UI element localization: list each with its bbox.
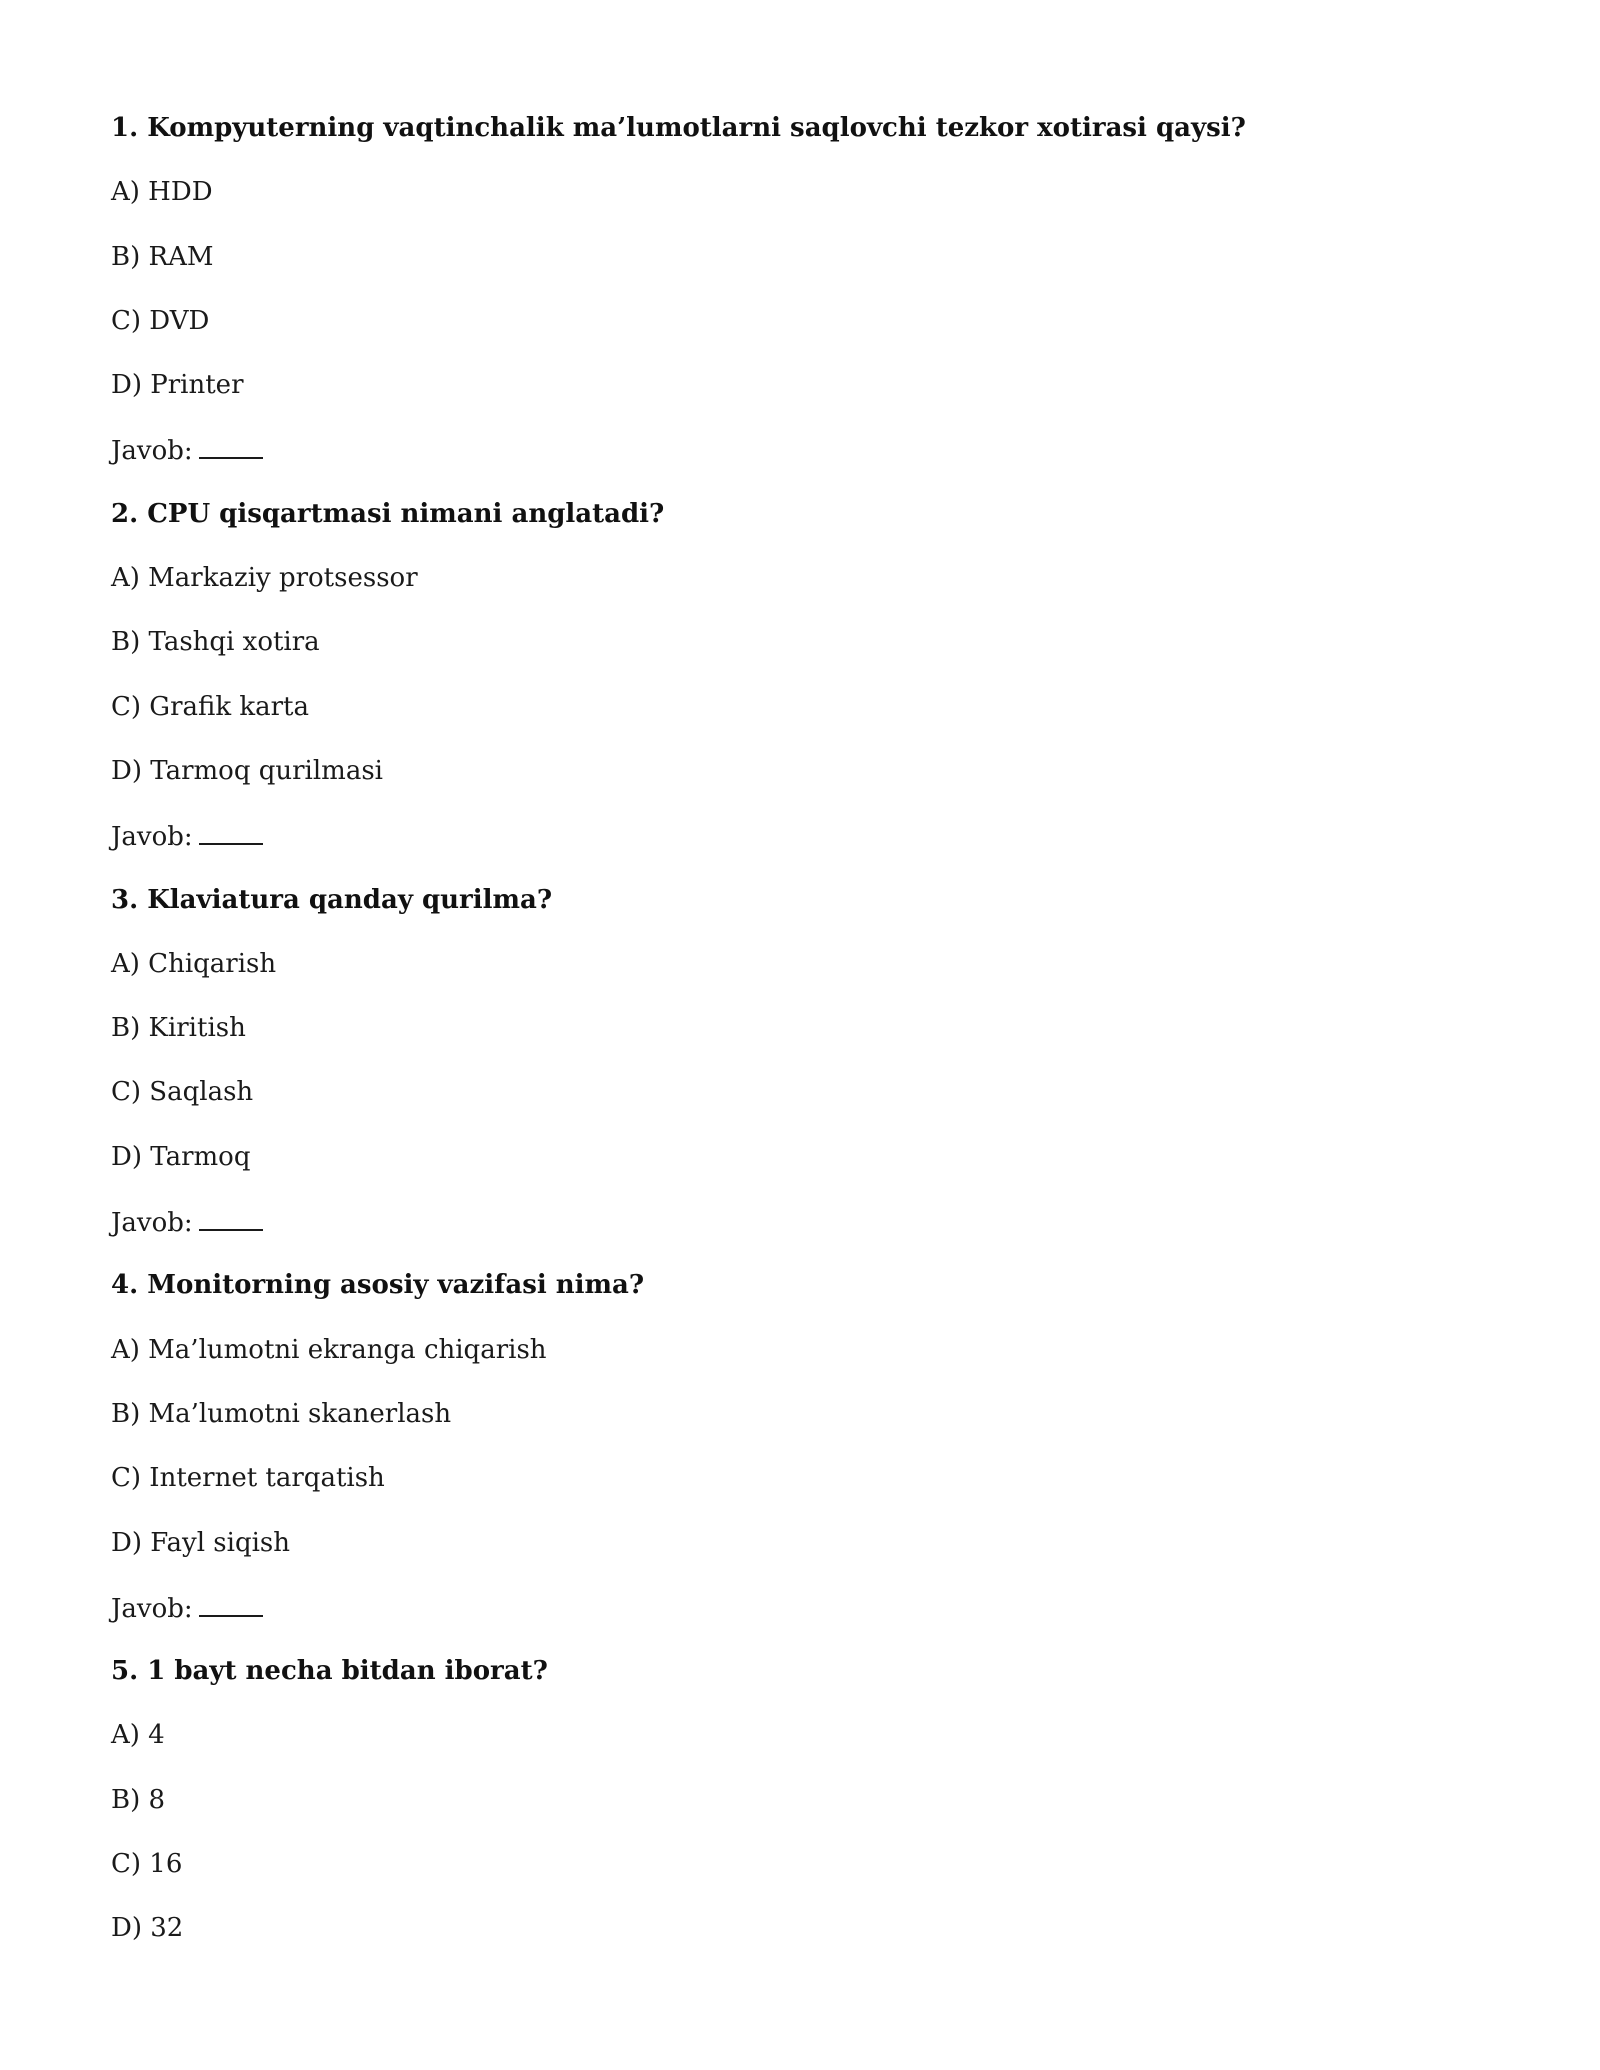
question-2-answer-label: Javob: xyxy=(111,822,193,853)
question-2-option-b: B) Tashqi xotira xyxy=(111,627,320,658)
question-3-answer-blank[interactable] xyxy=(199,1203,263,1231)
question-2-answer-blank[interactable] xyxy=(199,817,263,845)
question-4-option-a: A) Ma’lumotni ekranga chiqarish xyxy=(111,1334,547,1365)
question-2-answer-row xyxy=(111,817,1491,881)
question-2-option-d: D) Tarmoq qurilmasi xyxy=(111,755,383,786)
question-1-answer-row xyxy=(111,431,1491,495)
question-3-answer-label: Javob: xyxy=(111,1208,193,1239)
question-4-option-b: B) Ma’lumotni skanerlash xyxy=(111,1398,452,1429)
question-5-option-c: C) 16 xyxy=(111,1849,183,1880)
question-3-option-a: A) Chiqarish xyxy=(111,948,277,979)
question-2-title: 2. CPU qisqartmasi nimani anglatadi? xyxy=(111,498,665,529)
question-5-option-b: B) 8 xyxy=(111,1784,166,1815)
question-1-answer-label: Javob: xyxy=(111,436,193,467)
question-5-option-a: A) 4 xyxy=(111,1720,165,1751)
question-1-option-d: D) Printer xyxy=(111,370,244,401)
question-1-answer-blank[interactable] xyxy=(199,431,263,459)
question-2-option-a: A) Markaziy protsessor xyxy=(111,563,418,594)
question-4-answer-label: Javob: xyxy=(111,1593,193,1624)
question-4-answer-row xyxy=(111,1589,1491,1653)
question-1-option-c: C) DVD xyxy=(111,305,210,336)
question-3-option-c: C) Saqlash xyxy=(111,1077,254,1108)
question-4-option-c: C) Internet tarqatish xyxy=(111,1463,385,1494)
question-5-option-d: D) 32 xyxy=(111,1913,184,1944)
question-2-option-c: C) Grafik karta xyxy=(111,691,309,722)
question-3-answer-row xyxy=(111,1203,1491,1267)
question-1-option-a: A) HDD xyxy=(111,177,213,208)
question-1-title: 1. Kompyuterning vaqtinchalik ma’lumotlarni saqlovchi tezkor xotirasi qaysi? xyxy=(111,113,1246,143)
question-5-title: 5. 1 bayt necha bitdan iborat? xyxy=(111,1656,548,1687)
question-1-option-b: B) RAM xyxy=(111,241,214,272)
question-4-title: 4. Monitorning asosiy vazifasi nima? xyxy=(111,1270,645,1301)
question-3-option-b: B) Kiritish xyxy=(111,1013,246,1044)
question-3-title: 3. Klaviatura qanday qurilma? xyxy=(111,884,553,915)
question-4-answer-blank[interactable] xyxy=(199,1589,263,1617)
question-4-option-d: D) Fayl siqish xyxy=(111,1527,291,1558)
question-3-option-d: D) Tarmoq xyxy=(111,1141,251,1172)
quiz-document xyxy=(111,110,1491,1975)
